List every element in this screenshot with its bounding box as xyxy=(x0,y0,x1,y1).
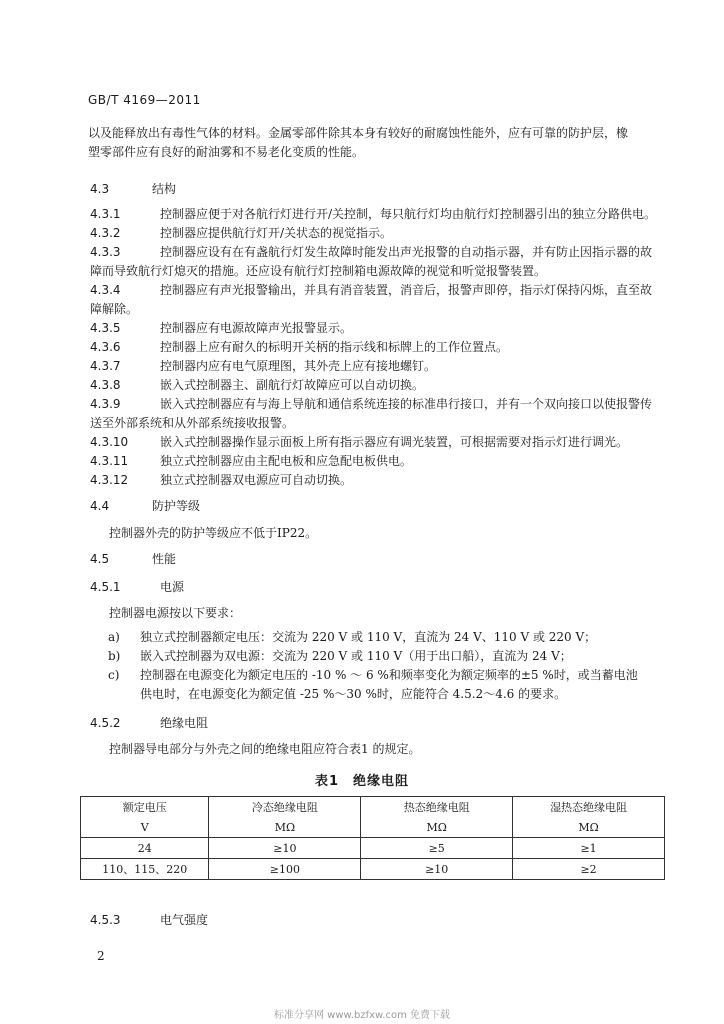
clause-number: 4.3.5 xyxy=(90,321,121,335)
section-title: 结构 xyxy=(152,182,177,196)
clause-item xyxy=(90,376,665,395)
clause-text: 障解除。 xyxy=(90,302,139,316)
table-header-row xyxy=(81,817,665,838)
clause-item xyxy=(90,395,665,433)
clause-number: 4.3.6 xyxy=(90,340,121,354)
clause-item xyxy=(90,243,665,281)
clause-text: 控制器应有声光报警输出，并具有消音装置，消音后，报警声即停，指示灯保持闪烁，直至故 xyxy=(160,283,653,297)
clause-item xyxy=(90,281,665,319)
insulation-table xyxy=(80,796,665,880)
clause-item xyxy=(90,471,665,490)
clause-text: 嵌入式控制器主、副航行灯故障应可以自动切换。 xyxy=(160,378,425,392)
section-number: 4.4 xyxy=(90,499,110,513)
clause-text: 控制器应有电源故障声光报警显示。 xyxy=(160,321,353,335)
text-line: 以及能释放出有毒性气体的材料。金属零部件除其本身有较好的耐腐蚀性能外，应有可靠的防护层，橡 xyxy=(88,126,629,140)
section-4-5-2-heading xyxy=(90,714,208,731)
table-header-cell: MΩ xyxy=(513,817,665,838)
section-4-5-heading xyxy=(90,550,176,567)
clause-text: 独立式控制器双电源应可自动切换。 xyxy=(160,473,353,487)
clause-number: 4.3.1 xyxy=(90,207,121,221)
table-row xyxy=(81,838,665,859)
table-body xyxy=(81,838,665,880)
table-header-cell: MΩ xyxy=(361,817,513,838)
intro-paragraph xyxy=(88,124,628,162)
section-number: 4.5.3 xyxy=(90,913,121,927)
clause-text: 嵌入式控制器应有与海上导航和通信系统连接的标准串行接口，并有一个双向接口以使报警传 xyxy=(160,397,653,411)
requirement-text: 嵌入式控制器为双电源：交流为 220 V 或 110 V（用于出口船），直流为 24 V； xyxy=(140,649,572,663)
clause-number: 4.3.12 xyxy=(90,473,129,487)
clause-text: 控制器内应有电气原理图，其外壳上应有接地螺钉。 xyxy=(160,359,437,373)
clause-number: 4.3.8 xyxy=(90,378,121,392)
requirement-item xyxy=(108,628,668,647)
clause-text: 障而导致航行灯熄灭的措施。还应设有航行灯控制箱电源故障的视觉和听觉报警装置。 xyxy=(90,264,547,278)
table-header-cell: MΩ xyxy=(209,817,361,838)
table-row xyxy=(81,859,665,880)
table-cell: ≥10 xyxy=(209,838,361,859)
watermark-text: 标准分享网 www.bzfxw.com 免费下载 xyxy=(274,1010,450,1021)
requirement-label: a) xyxy=(108,630,120,644)
insulation-text: 控制器导电部分与外壳之间的绝缘电阻应符合表1 的规定。 xyxy=(109,742,421,756)
table-caption: 表1 绝缘电阻 xyxy=(314,774,410,789)
table-cell: 110、115、220 xyxy=(81,859,209,880)
table-header-cell: 冷态绝缘电阻 xyxy=(209,797,361,818)
clause-text: 独立式控制器应由主配电板和应急配电板供电。 xyxy=(160,454,413,468)
clause-item xyxy=(90,433,665,452)
clause-item xyxy=(90,205,665,224)
requirement-label: c) xyxy=(108,668,120,682)
section-number: 4.5.1 xyxy=(90,580,121,594)
clause-text: 控制器应便于对各航行灯进行开/关控制，每只航行灯均由航行灯控制器引出的独立分路供电。 xyxy=(160,207,657,221)
section-number: 4.3 xyxy=(90,182,110,196)
table-cell: 24 xyxy=(81,838,209,859)
section-title: 防护等级 xyxy=(152,499,201,513)
section-number: 4.5 xyxy=(90,552,110,566)
table-header-cell: 湿热态绝缘电阻 xyxy=(513,797,665,818)
page-number: 2 xyxy=(97,949,105,963)
clause-item xyxy=(90,357,665,376)
table-header-cell: 额定电压 xyxy=(81,797,209,818)
text-line: 塑零部件应有良好的耐油雾和不易老化变质的性能。 xyxy=(88,145,365,159)
section-title: 电源 xyxy=(160,580,185,594)
section-title: 电气强度 xyxy=(160,913,209,927)
clause-number: 4.3.3 xyxy=(90,245,121,259)
clause-item xyxy=(90,319,665,338)
requirement-item xyxy=(108,647,668,666)
section-4-4-heading xyxy=(90,497,200,514)
requirement-text: 供电时，在电源变化为额定值 -25 %～30 %时，应能符合 4.5.2～4.6 的要求。 xyxy=(140,687,567,701)
document-header: GB/T 4169—2011 xyxy=(88,93,201,107)
requirement-item xyxy=(108,666,668,704)
requirement-text: 独立式控制器额定电压：交流为 220 V 或 110 V，直流为 24 V、110 V 或 220 V； xyxy=(140,630,597,644)
section-4-5-1-heading xyxy=(90,578,184,595)
clause-number: 4.3.4 xyxy=(90,283,121,297)
table-cell: ≥5 xyxy=(361,838,513,859)
clause-number: 4.3.10 xyxy=(90,435,129,449)
table-header-cell: V xyxy=(81,817,209,838)
table-header-row xyxy=(81,797,665,818)
clause-text: 控制器上应有耐久的标明开关柄的指示线和标牌上的工作位置点。 xyxy=(160,340,509,354)
requirement-label: b) xyxy=(108,649,121,663)
section-number: 4.5.2 xyxy=(90,716,121,730)
table-cell: ≥2 xyxy=(513,859,665,880)
clause-number: 4.3.11 xyxy=(90,454,129,468)
clause-text: 控制器应设有在有盏航行灯发生故障时能发出声光报警的自动指示器，并有防止因指示器的故 xyxy=(160,245,653,259)
clause-text: 控制器应提供航行灯开/关状态的视觉指示。 xyxy=(160,226,393,240)
table-cell: ≥100 xyxy=(209,859,361,880)
power-intro: 控制器电源按以下要求： xyxy=(109,606,242,620)
clause-text: 送至外部系统和从外部系统接收报警。 xyxy=(90,416,295,430)
table-header xyxy=(81,797,665,838)
clause-item xyxy=(90,452,665,471)
clause-number: 4.3.7 xyxy=(90,359,121,373)
table-cell: ≥1 xyxy=(513,838,665,859)
section-title: 性能 xyxy=(152,552,177,566)
protection-text: 控制器外壳的防护等级应不低于IP22。 xyxy=(109,526,318,540)
requirement-text: 控制器在电源变化为额定电压的 -10 % ～ 6 %和频率变化为额定频率的±5 %时，或当蓄电池 xyxy=(140,668,638,682)
clause-number: 4.3.2 xyxy=(90,226,121,240)
clause-text: 嵌入式控制器操作显示面板上所有指示器应有调光装置，可根据需要对指示灯进行调光。 xyxy=(160,435,629,449)
section-4-5-3-heading xyxy=(90,911,208,928)
table-cell: ≥10 xyxy=(361,859,513,880)
clause-number: 4.3.9 xyxy=(90,397,121,411)
section-4-3-heading xyxy=(90,180,176,197)
table-header-cell: 热态绝缘电阻 xyxy=(361,797,513,818)
section-title: 绝缘电阻 xyxy=(160,716,209,730)
clause-item xyxy=(90,338,665,357)
clause-item xyxy=(90,224,665,243)
